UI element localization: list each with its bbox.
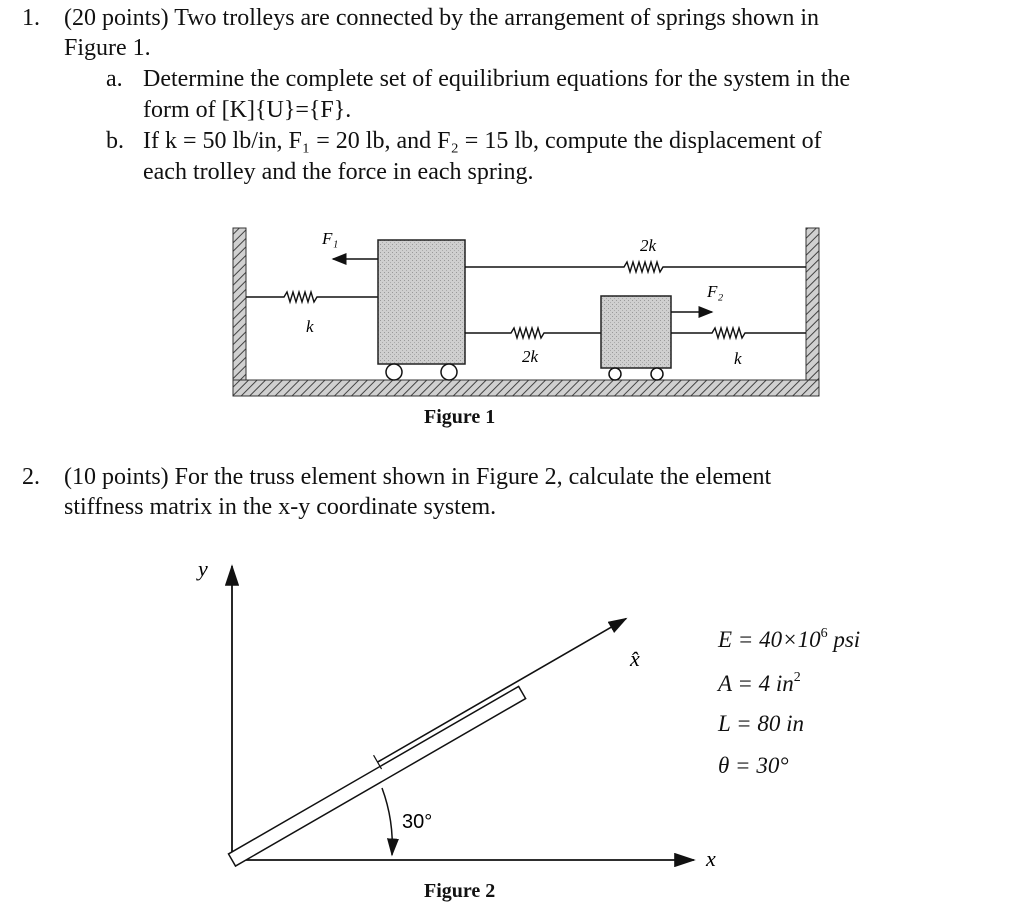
property-E <box>718 626 860 653</box>
part-b-text-line2: each trolley and the force in each spring. <box>143 159 534 185</box>
element-mid-tick <box>374 755 382 769</box>
part-a-text-line2: form of [K]{U}={F}. <box>143 97 352 123</box>
problem2-text-line2: stiffness matrix in the x-y coordinate system. <box>64 494 497 520</box>
label-x-axis: x <box>706 846 716 871</box>
problem2-number: 2. <box>22 464 40 490</box>
part-b-text-line1: If k = 50 lb/in, F₁ = 20 lb, and F₂ = 15 lb, compute the displacement of <box>143 128 822 154</box>
figure2-caption: Figure 2 <box>424 880 496 902</box>
part-a-text-line1: Determine the complete set of equilibrium equations for the system in the <box>143 66 851 92</box>
property-E-exponent: 6 <box>820 626 828 641</box>
property-A-exponent: 2 <box>793 670 801 685</box>
label-angle: 30° <box>402 811 433 833</box>
label-spring-middle: 2k <box>522 347 539 366</box>
part-b-label: b. <box>106 128 124 154</box>
figure1-caption: Figure 1 <box>424 406 496 428</box>
label-F1: F₁ <box>322 229 339 248</box>
property-A-value: A = 4 in <box>718 671 794 696</box>
label-F2: F₂ <box>707 282 724 301</box>
label-spring-top: 2k <box>640 236 657 255</box>
problem1-text-line1: (20 points) Two trolleys are connected by the arrangement of springs shown in <box>64 5 820 31</box>
property-E-value: E = 40×10 <box>718 627 821 652</box>
angle-arc <box>382 788 392 855</box>
problem1-text-line2: Figure 1. <box>64 35 151 61</box>
label-y-axis: y <box>198 556 208 581</box>
problem2-text-line1: (10 points) For the truss element shown in Figure 2, calculate the element <box>64 464 772 490</box>
problem1-number: 1. <box>22 5 40 31</box>
label-spring-left: k <box>306 317 314 336</box>
label-spring-right: k <box>734 349 742 368</box>
property-theta: θ = 30° <box>718 753 789 778</box>
xhat-axis <box>378 619 627 763</box>
truss-element <box>229 686 526 866</box>
property-L: L = 80 in <box>718 711 805 736</box>
label-xhat-axis: x̂ <box>630 646 640 671</box>
property-E-unit: psi <box>827 627 861 652</box>
part-a-label: a. <box>106 66 123 92</box>
property-A <box>718 670 801 697</box>
